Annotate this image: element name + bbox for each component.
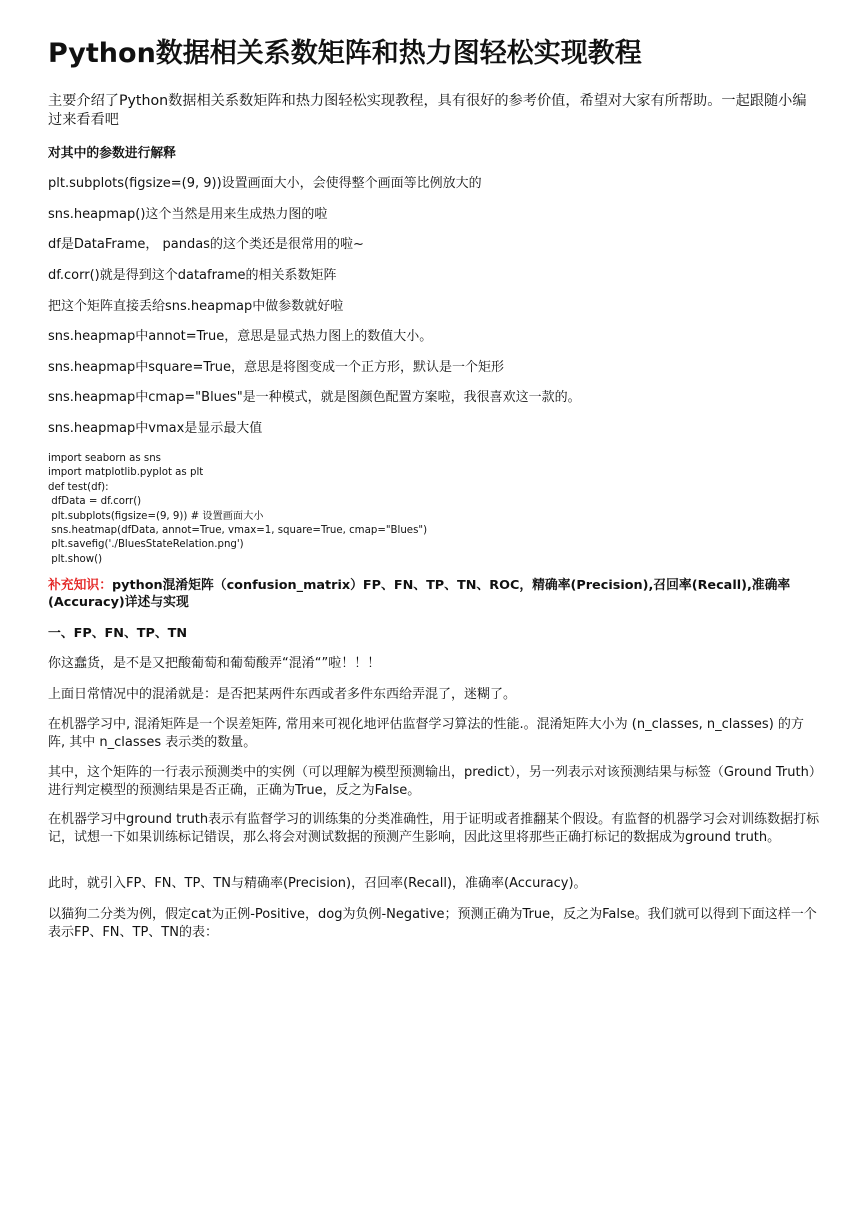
body-paragraph-7: 以猫狗二分类为例，假定cat为正例-Positive，dog为负例-Negative；预测正确为True，反之为False。我们就可以得到下面这样一个表示FP、FN、TP、TN的表：	[48, 907, 817, 940]
param-line-1: plt.subplots(figsize=(9, 9))设置画面大小，会使得整个画面等比例放大的	[48, 176, 482, 191]
param-line-2: sns.heapmap()这个当然是用来生成热力图的啦	[48, 207, 328, 222]
body-paragraph-2: 上面日常情况中的混淆就是：是否把某两件东西或者多件东西给弄混了，迷糊了。	[48, 687, 517, 702]
param-line-5: 把这个矩阵直接丢给sns.heapmap中做参数就好啦	[48, 299, 344, 314]
intro-paragraph: 主要介绍了Python数据相关系数矩阵和热力图轻松实现教程，具有很好的参考价值，希望对大家有所帮助。一起跟随小编过来看看吧	[48, 93, 807, 128]
param-line-8: sns.heapmap中cmap="Blues"是一种模式，就是图颜色配置方案啦，我很喜欢这一款的。	[48, 390, 581, 405]
body-paragraph-1: 你这蠢货，是不是又把酸葡萄和葡萄酸弄“混淆“”啦！！！	[48, 656, 381, 671]
supplement-title: python混淆矩阵（confusion_matrix）FP、FN、TP、TN、ROC，精确率(Precision),召回率(Recall),准确率(Accuracy)详述与实现	[48, 578, 791, 610]
body-paragraph-4: 其中，这个矩阵的一行表示预测类中的实例（可以理解为模型预测输出，predict），另一列表示对该预测结果与标签（Ground Truth）进行判定模型的预测结果是否正确，正确为True，反之为False。	[48, 765, 816, 798]
code-block: import seaborn as sns import matplotlib.pyplot as plt def test(df): dfData = df.corr() plt.subplots(figsize=(9, 9)) # 设置画面大小 sns.heatmap(dfData, annot=True, vmax=1, square=True, cmap="Blues") plt.savefig('./BluesStateRelation.png') plt.show()	[48, 453, 428, 565]
param-line-4: df.corr()就是得到这个dataframe的相关系数矩阵	[48, 268, 337, 283]
supplement-heading	[48, 578, 820, 611]
section-heading-params: 对其中的参数进行解释	[48, 146, 176, 161]
body-paragraph-3: 在机器学习中, 混淆矩阵是一个误差矩阵, 常用来可视化地评估监督学习算法的性能.。混淆矩阵大小为 (n_classes, n_classes) 的方阵, 其中 n_classes 表示类的数量。	[48, 717, 804, 750]
section-heading-fp-fn-tp-tn: 一、FP、FN、TP、TN	[48, 626, 188, 641]
body-paragraph-6: 此时，就引入FP、FN、TP、TN与精确率(Precision)，召回率(Recall)，准确率(Accuracy)。	[48, 876, 587, 891]
body-paragraph-5: 在机器学习中ground truth表示有监督学习的训练集的分类准确性，用于证明或者推翻某个假设。有监督的机器学习会对训练数据打标记，试想一下如果训练标记错误，那么将会对测试数据的预测产生影响，因此这里将那些正确打标记的数据成为ground truth。	[48, 812, 820, 845]
param-line-9: sns.heapmap中vmax是显示最大值	[48, 421, 263, 436]
param-line-3: df是DataFrame， pandas的这个类还是很常用的啦~	[48, 237, 364, 252]
param-line-6: sns.heapmap中annot=True，意思是显式热力图上的数值大小。	[48, 329, 433, 344]
param-line-7: sns.heapmap中square=True，意思是将图变成一个正方形，默认是一个矩形	[48, 360, 505, 375]
page-title: Python数据相关系数矩阵和热力图轻松实现教程	[48, 38, 642, 69]
supplement-label: 补充知识：	[48, 578, 112, 593]
